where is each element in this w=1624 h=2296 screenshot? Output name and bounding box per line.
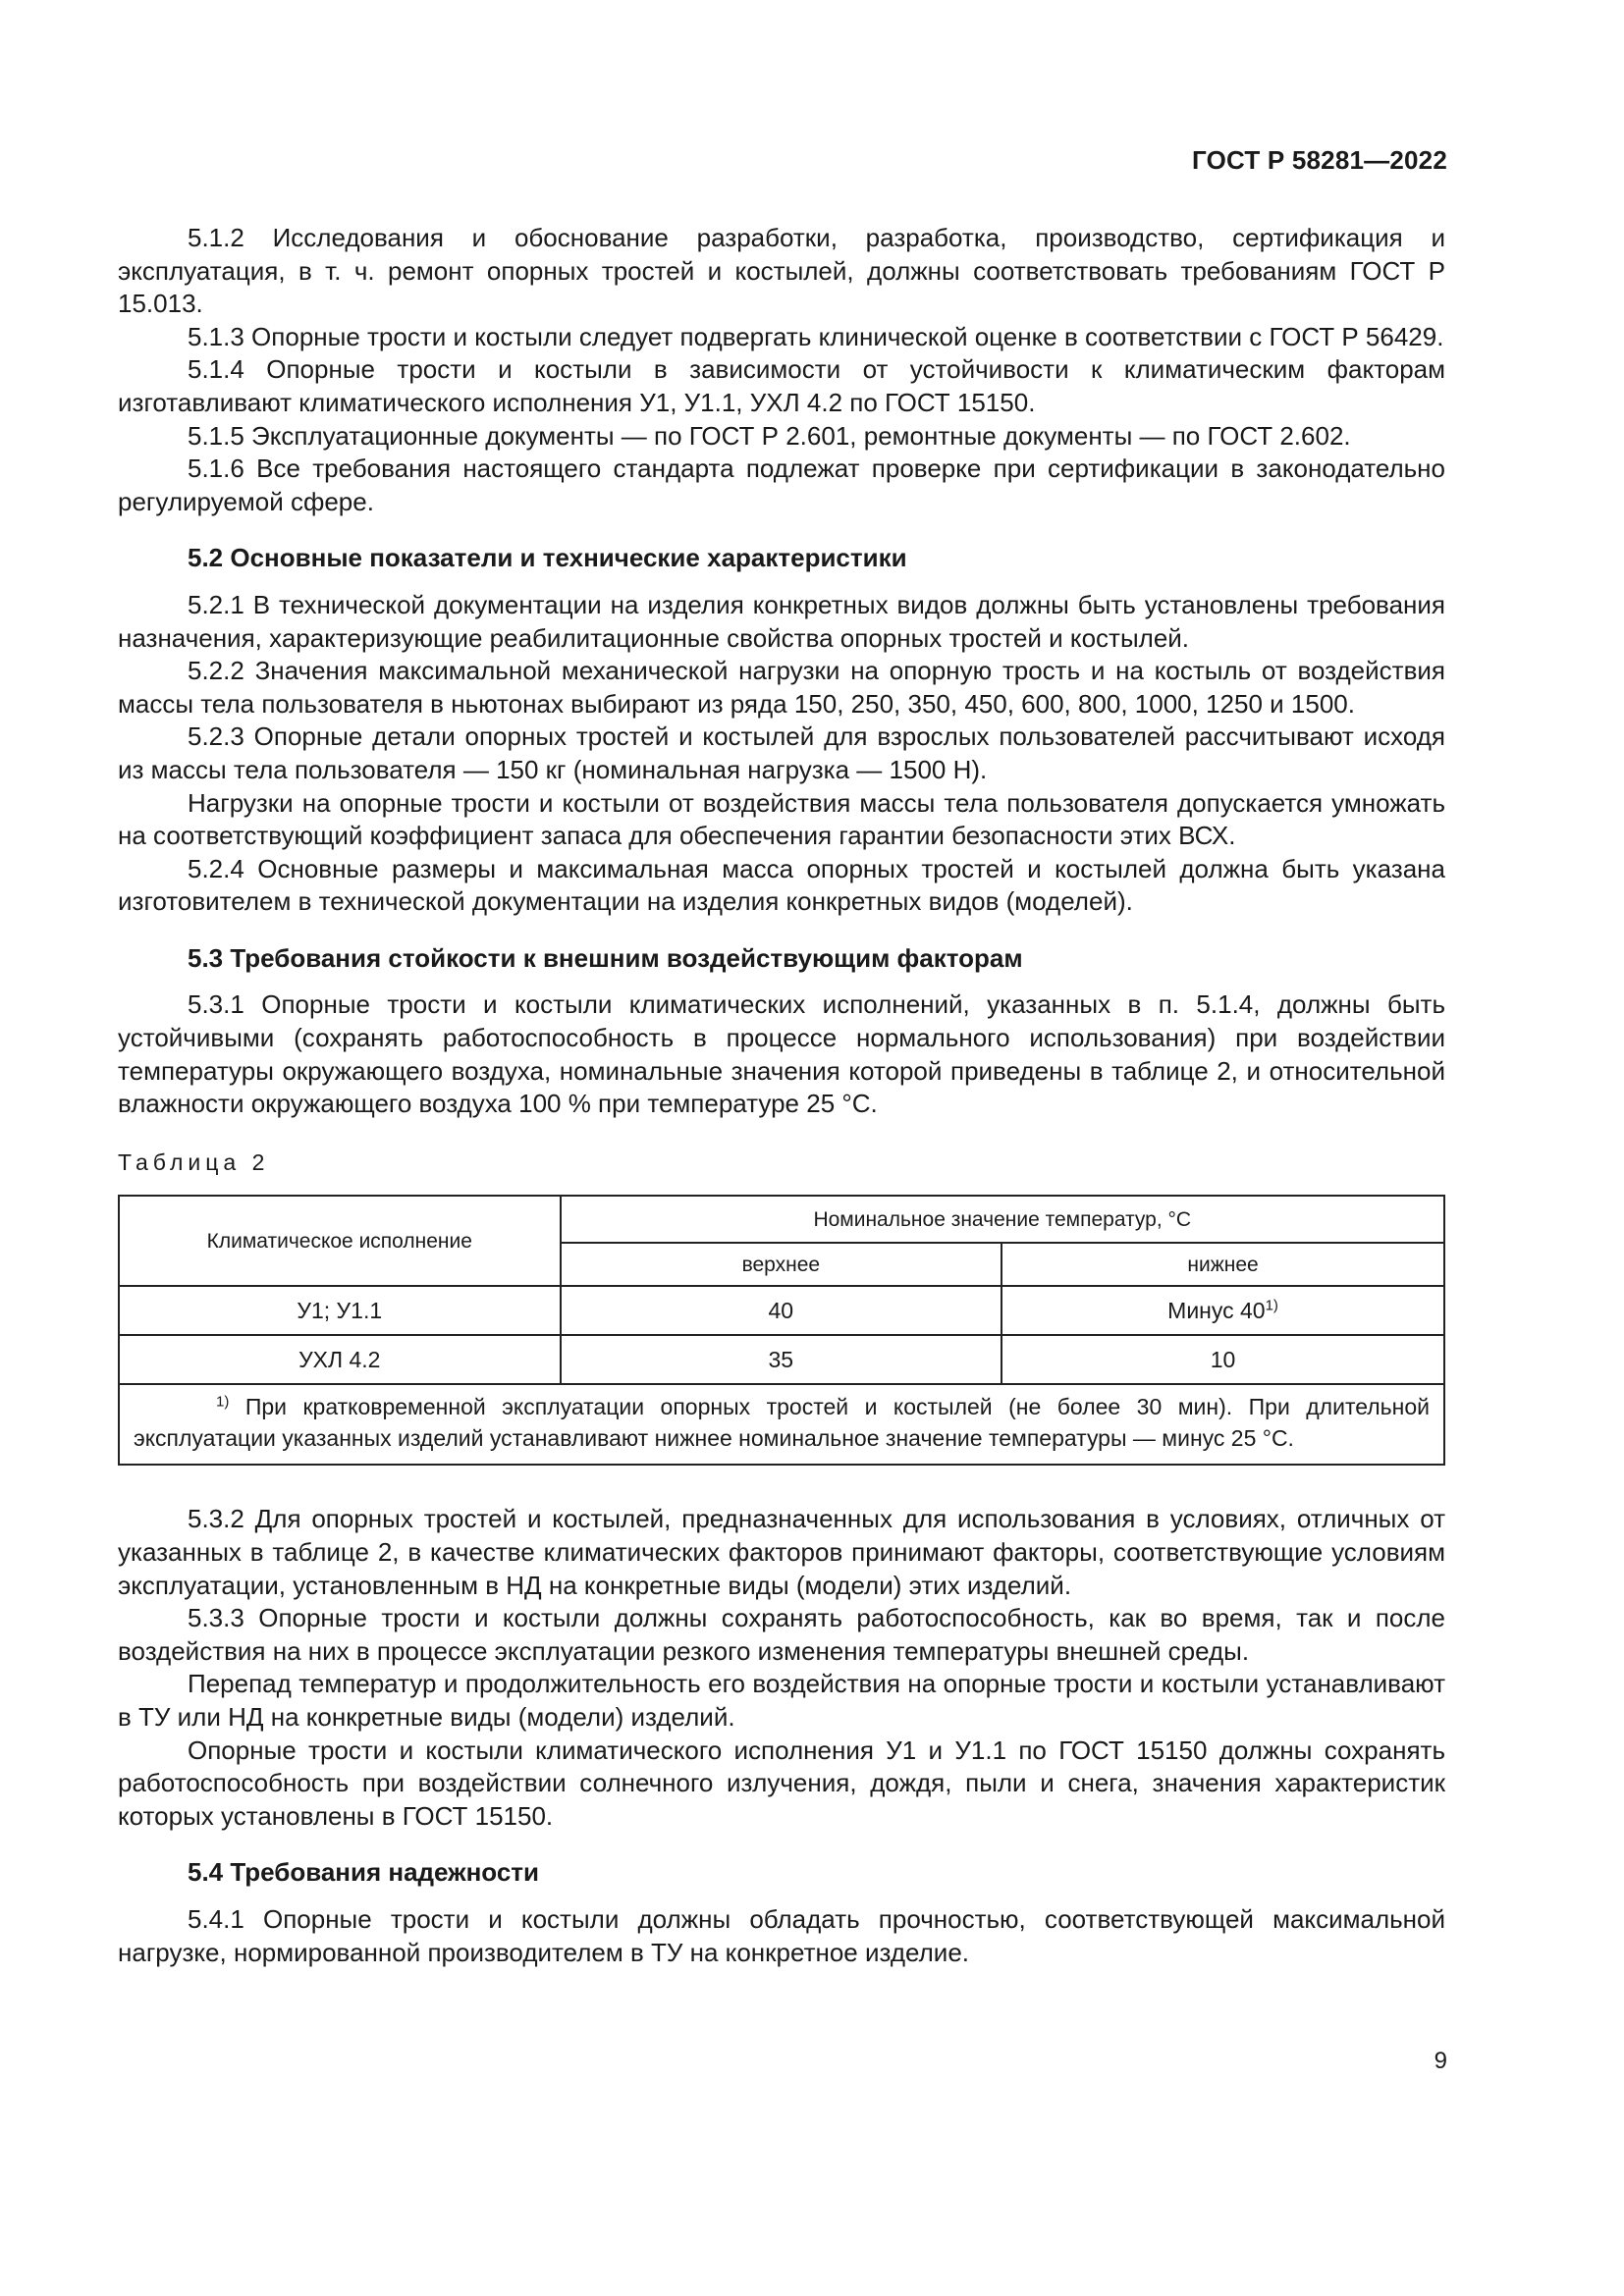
- paragraph-5-3-1: 5.3.1 Опорные трости и костыли климатических исполнений, указанных в п. 5.1.4, должны быть устойчивыми (сохранять работоспособность в процессе нормального использования) при воздействии температуры окружающего воздуха, номинальные значения которой приведены в таблице 2, и относительной влажности окружающего воздуха 100 % при температуре 25 °C.: [118, 989, 1445, 1119]
- paragraph-5-1-6: 5.1.6 Все требования настоящего стандарта подлежат проверке при сертификации в законодательно регулируемой сфере.: [118, 454, 1445, 516]
- cell-lower-value: Минус 40: [1167, 1297, 1266, 1323]
- cell-climate: У1; У1.1: [119, 1286, 561, 1335]
- section-heading-5-2: 5.2 Основные показатели и технические характеристики: [188, 543, 907, 573]
- cell-lower: [1001, 1286, 1444, 1335]
- table-row: [119, 1335, 1444, 1384]
- cell-upper: 35: [561, 1335, 1002, 1384]
- table-2: [118, 1195, 1445, 1466]
- cell-upper: 40: [561, 1286, 1002, 1335]
- paragraph-5-4-1: 5.4.1 Опорные трости и костыли должны обладать прочностью, соответствующей максимальной нагрузке, нормированной производителем в ТУ на конкретное изделие.: [118, 1903, 1445, 1967]
- after-table-block: [118, 1503, 1445, 1833]
- paragraph-5-1-2: 5.1.2 Исследования и обоснование разработки, разработка, производство, сертификация и эксплуатация, в т. ч. ремонт опорных тростей и костылей, должны соответствовать требованиям ГОСТ Р 15.013.: [118, 223, 1445, 319]
- table-footnote: [119, 1384, 1444, 1465]
- section-heading-5-3: 5.3 Требования стойкости к внешним воздействующим факторам: [188, 942, 1023, 973]
- paragraph-5-2-3: 5.2.3 Опорные детали опорных тростей и костылей для взрослых пользователей рассчитывают исходя из массы тела пользователя — 150 кг (номинальная нагрузка — 1500 Н).: [118, 721, 1445, 784]
- paragraph-5-2-4: 5.2.4 Основные размеры и максимальная масса опорных тростей и костылей должна быть указана изготовителем в технической документации на изделия конкретных видов (моделей).: [118, 853, 1445, 917]
- paragraph-5-2-1: 5.2.1 В технической документации на изделия конкретных видов должны быть установлены требования назначения, характеризующие реабилитационные свойства опорных тростей и костылей.: [118, 589, 1445, 653]
- paragraph-5-3-3-drop: Перепад температур и продолжительность его воздействия на опорные трости и костыли устанавливают в ТУ или НД на конкретные виды (модели) изделий.: [118, 1669, 1445, 1732]
- paragraph-5-2-2: 5.2.2 Значения максимальной механической нагрузки на опорную трость и на костыль от воздействия массы тела пользователя в ньютонах выбирают из ряда 150, 250, 350, 450, 600, 800, 1000, 1250 и 1500.: [118, 656, 1445, 719]
- table-row: [119, 1286, 1444, 1335]
- paragraph-5-2-3-loads: Нагрузки на опорные трости и костыли от воздействия массы тела пользователя допускается умножать на соответствующий коэффициент запаса для обеспечения гарантии безопасности этих ВСХ.: [118, 787, 1445, 851]
- cell-lower: 10: [1001, 1335, 1444, 1384]
- paragraph-5-3-3: 5.3.3 Опорные трости и костыли должны сохранять работоспособность, как во время, так и после воздействия на них в процессе эксплуатации резкого изменения температуры внешней среды.: [118, 1603, 1445, 1666]
- cell-climate: УХЛ 4.2: [119, 1335, 561, 1384]
- paragraph-5-3-2: 5.3.2 Для опорных тростей и костылей, предназначенных для использования в условиях, отличных от указанных в таблице 2, в качестве климатических факторов принимают факторы, соответствующие условиям эксплуатации, установленным в НД на конкретные виды (модели) этих изделий.: [118, 1504, 1445, 1600]
- header-lower: нижнее: [1001, 1243, 1444, 1286]
- header-upper: верхнее: [561, 1243, 1002, 1286]
- footnote-text: При кратковременной эксплуатации опорных тростей и костылей (не более 30 мин). При длительной эксплуатации указанных изделий устанавливают нижнее номинальное значение температуры — минус 25 °C.: [134, 1394, 1431, 1452]
- paragraph-5-3-3-climate: Опорные трости и костыли климатического исполнения У1 и У1.1 по ГОСТ 15150 должны сохранять работоспособность при воздействии солнечного излучения, дождя, пыли и снега, значения характеристик которых установлены в ГОСТ 15150.: [118, 1735, 1445, 1831]
- header-climate: Климатическое исполнение: [119, 1196, 561, 1286]
- footnote-ref: 1): [1265, 1296, 1278, 1313]
- document-id-header: ГОСТ Р 58281—2022: [1192, 145, 1447, 175]
- document-body: [118, 222, 1445, 1969]
- paragraph-5-1-4: 5.1.4 Опорные трости и костыли в зависимости от устойчивости к климатическим факторам изготавливают климатического исполнения У1, У1.1, УХЛ 4.2 по ГОСТ 15150.: [118, 354, 1445, 417]
- paragraph-5-1-3: 5.1.3 Опорные трости и костыли следует подвергать клинической оценке в соответствии с ГОСТ Р 56429.: [188, 321, 1444, 351]
- header-temperature-group: Номинальное значение температур, °C: [561, 1196, 1444, 1243]
- paragraph-5-1-5: 5.1.5 Эксплуатационные документы — по ГОСТ Р 2.601, ремонтные документы — по ГОСТ 2.602.: [188, 420, 1351, 451]
- footnote-mark: 1): [216, 1393, 230, 1411]
- table-caption: Таблица 2: [118, 1148, 270, 1175]
- section-heading-5-4: 5.4 Требования надежности: [188, 1857, 540, 1888]
- page-number: 9: [1434, 2048, 1447, 2074]
